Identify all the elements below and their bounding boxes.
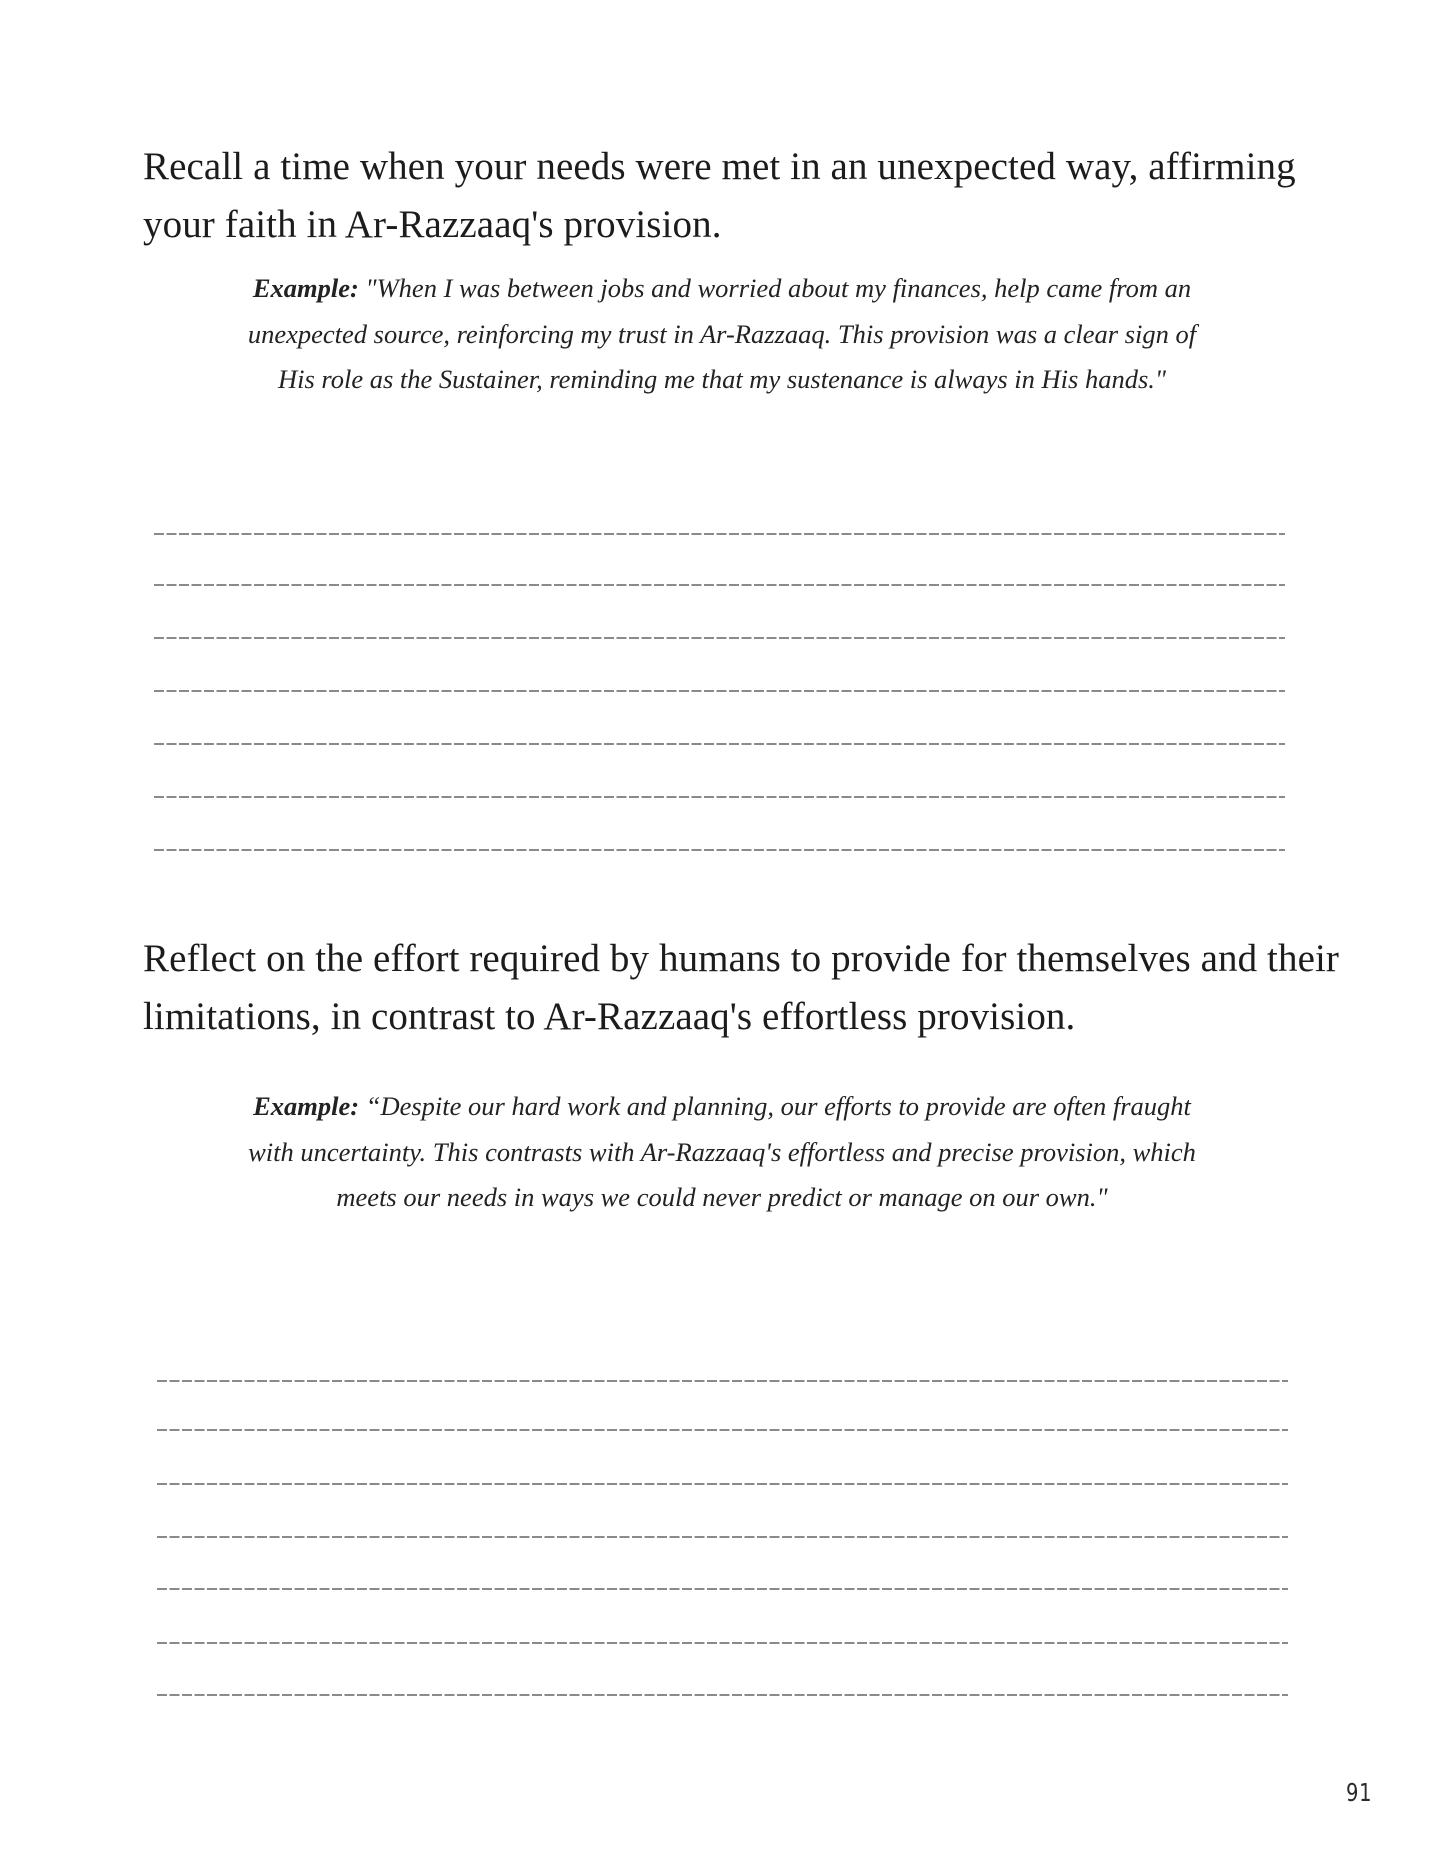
prompt-heading-2: Reflect on the effort required by humans to provide for themselves and their limitations, in contrast to Ar-Razzaaq's effortless provision. — [143, 937, 1340, 1038]
example-label: Example: — [252, 273, 359, 303]
example-text: "When I was between jobs and worried about my finances, help came from an unexpected source, reinforcing my trust in Ar-Razzaaq. This provision was a clear sign of His role as the Sustainer, reminding me that my sustenance is always in His hands." — [247, 273, 1197, 394]
example-label: Example: — [253, 1091, 360, 1121]
writing-line[interactable] — [154, 796, 1285, 798]
writing-line[interactable] — [154, 637, 1285, 639]
example-block-2 — [232, 1084, 1212, 1221]
page-number: 91 — [1346, 1778, 1373, 1807]
writing-line[interactable] — [157, 1429, 1288, 1431]
writing-line[interactable] — [157, 1536, 1288, 1538]
writing-line[interactable] — [154, 690, 1285, 692]
writing-area-2[interactable] — [157, 1380, 1288, 1700]
writing-line[interactable] — [154, 743, 1285, 745]
writing-line[interactable] — [157, 1642, 1288, 1644]
writing-line[interactable] — [157, 1380, 1288, 1382]
writing-line[interactable] — [157, 1694, 1288, 1696]
example-block-1 — [232, 266, 1212, 403]
writing-line[interactable] — [154, 849, 1285, 851]
writing-line[interactable] — [157, 1588, 1288, 1590]
writing-line[interactable] — [154, 533, 1285, 535]
writing-area-1[interactable] — [154, 533, 1285, 853]
writing-line[interactable] — [157, 1483, 1288, 1485]
prompt-heading-1: Recall a time when your needs were met in an unexpected way, affirming your faith in Ar-Razzaaq's provision. — [143, 145, 1296, 246]
writing-line[interactable] — [154, 584, 1285, 586]
example-text: “Despite our hard work and planning, our efforts to provide are often fraught with uncertainty. This contrasts with Ar-Razzaaq's effortless and precise provision, which meets our needs in ways we could never predict or manage on our own." — [248, 1091, 1196, 1212]
